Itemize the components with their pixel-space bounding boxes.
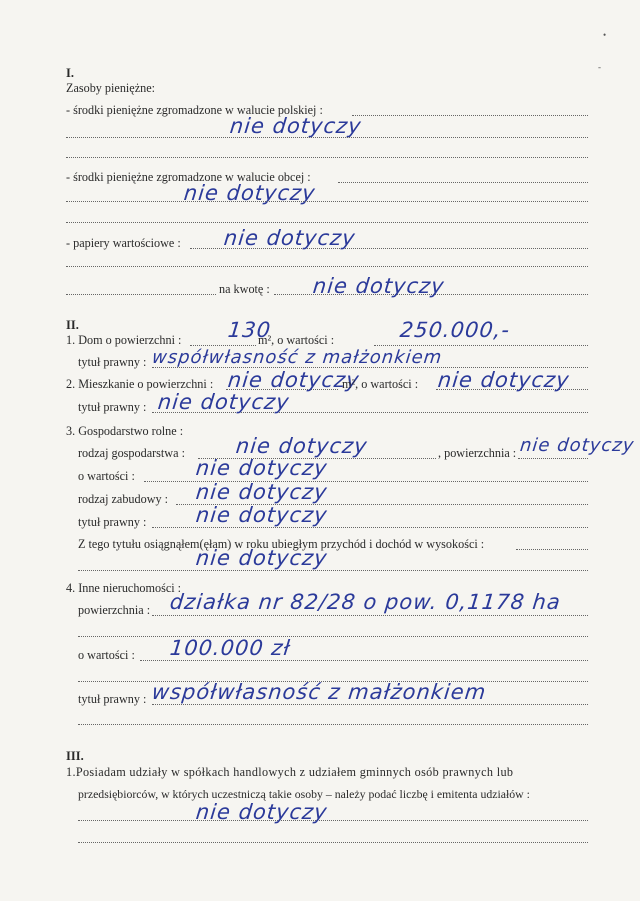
farm-income-value: nie dotyczy [194,546,329,570]
farm-building-value: nie dotyczy [194,480,329,504]
pln-funds-value: nie dotyczy [228,114,363,138]
dotted-line [78,724,588,725]
dotted-line [66,294,216,295]
section-3-value: nie dotyczy [194,800,329,824]
farm-area-value: nie dotyczy [518,435,636,456]
section-2-heading: II. [66,318,79,332]
farm-label: 3. Gospodarstwo rolne : [66,424,184,438]
farm-building-label: rodzaj zabudowy : [78,492,169,506]
farm-area-label: , powierzchnia : [438,446,517,460]
section-1-title: Zasoby pieniężne: [66,81,156,95]
dotted-line [66,222,588,223]
securities-value: nie dotyczy [222,226,357,250]
dotted-line [66,157,588,158]
bleed-through-text [80,6,240,52]
flat-area-value: nie dotyczy [226,368,361,392]
dotted-line [78,570,588,571]
section-3-question-line-2: przedsiębiorców, w których uczestniczą takie osoby – należy podać liczbę i emitenta udziałów : [78,787,530,801]
other-property-label: 4. Inne nieruchomości : [66,581,182,595]
other-area-label: powierzchnia : [78,603,151,617]
securities-label: - papiery wartościowe : [66,236,181,250]
dotted-line [78,842,588,843]
farm-type-value: nie dotyczy [234,434,369,458]
flat-title-label: tytuł prawny : [78,400,147,414]
other-value-value: 100.000 zł [168,636,292,660]
dotted-line [78,820,588,821]
flat-title-value: nie dotyczy [156,390,291,414]
farm-title-value: nie dotyczy [194,503,329,527]
section-3-question-line-1: 1.Posiadam udziały w spółkach handlowych z udziałem gminnych osób prawnych lub [66,765,514,779]
section-1-heading: I. [66,66,74,80]
amount-label: na kwotę : [219,282,270,296]
other-title-label: tytuł prawny : [78,692,147,706]
house-title-value: współwłasność z małżonkiem [150,347,444,368]
house-area-value: 130 [226,318,273,342]
farm-type-label: rodzaj gospodarstwa : [78,446,185,460]
dotted-line [516,549,588,550]
farm-income-label: Z tego tytułu osiągnąłem(ęłam) w roku ubiegłym przychód i dochód w wysokości : [78,537,485,551]
other-value-label: o wartości : [78,648,135,662]
dotted-line [518,458,588,459]
corner-mark: - [598,62,601,72]
foreign-funds-value: nie dotyczy [182,181,317,205]
house-title-label: tytuł prawny : [78,355,147,369]
foreign-funds-label: - środki pieniężne zgromadzone w walucie obcej : [66,170,311,184]
dotted-line [352,115,588,116]
amount-value: nie dotyczy [311,274,446,298]
section-3-heading: III. [66,749,84,763]
pln-funds-label: - środki pieniężne zgromadzone w walucie polskiej : [66,103,323,117]
flat-unit-label: m², o wartości : [342,377,419,391]
dotted-line [338,182,588,183]
dotted-line [140,660,588,661]
farm-title-label: tytuł prawny : [78,515,147,529]
dotted-line [66,201,588,202]
other-title-value: współwłasność z małżonkiem [150,680,488,704]
farm-value-value: nie dotyczy [194,456,329,480]
dotted-line [152,527,588,528]
dotted-line [152,615,588,616]
farm-value-label: o wartości : [78,469,135,483]
dotted-line [66,266,588,267]
flat-label: 2. Mieszkanie o powierzchni : [66,377,214,391]
house-unit-label: m², o wartości : [258,333,335,347]
other-area-value: działka nr 82/28 o pow. 0,1178 ha [168,590,563,614]
dotted-line [66,137,588,138]
corner-mark: • [603,30,607,40]
dotted-line [152,704,588,705]
flat-value: nie dotyczy [436,368,571,392]
dotted-line [78,636,588,637]
house-label: 1. Dom o powierzchni : [66,333,182,347]
house-value: 250.000,- [398,318,512,342]
